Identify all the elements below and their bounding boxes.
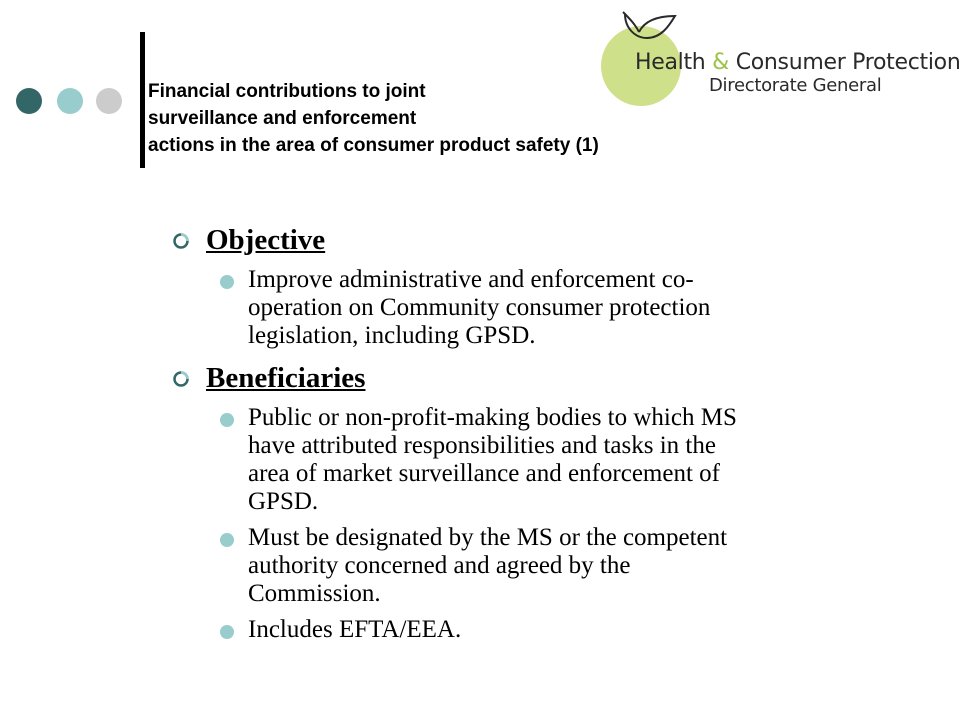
section-heading: Objective	[206, 224, 326, 256]
item-line: legislation, including GPSD.	[248, 322, 536, 349]
item-line: have attributed responsibilities and tasks in the	[248, 432, 716, 459]
bullet-dot-icon	[220, 413, 234, 427]
dark-dot	[16, 88, 42, 114]
item-line: Commission.	[248, 580, 381, 607]
grey-dot	[96, 88, 122, 114]
title-line: surveillance and enforcement	[148, 108, 417, 129]
logo-title	[635, 50, 960, 75]
slide-content	[172, 222, 892, 644]
teal-dot	[57, 88, 83, 114]
list-item	[220, 524, 892, 608]
title-divider	[140, 32, 145, 168]
ring-bullet-icon	[172, 232, 190, 250]
item-line: operation on Community consumer protection	[248, 294, 711, 321]
list-item	[220, 266, 892, 350]
list-item	[220, 616, 892, 644]
section-heading: Beneficiaries	[206, 362, 366, 394]
ring-bullet-icon	[172, 370, 190, 388]
item-line: Must be designated by the MS or the competent	[248, 524, 728, 551]
logo-title-part1: Health	[635, 50, 713, 75]
item-line: GPSD.	[248, 488, 319, 515]
logo-title-part2: Consumer Protection	[729, 50, 960, 75]
title-line: actions in the area of consumer product safety (1)	[148, 135, 599, 156]
slide-title	[148, 78, 828, 159]
bullet-dot-icon	[220, 533, 234, 547]
item-line: authority concerned and agreed by the	[248, 552, 631, 579]
logo-subtitle: Directorate General	[709, 75, 882, 96]
list-item	[220, 404, 892, 516]
item-line: Public or non-profit-making bodies to which MS	[248, 404, 737, 431]
bullet-dot-icon	[220, 625, 234, 639]
title-line: Financial contributions to joint	[148, 81, 426, 102]
section-objective	[172, 222, 892, 258]
bullet-dot-icon	[220, 275, 234, 289]
decorative-dots	[0, 0, 130, 130]
section-beneficiaries	[172, 360, 892, 396]
item-line: area of market surveillance and enforcement of	[248, 460, 720, 487]
item-line: Includes EFTA/EEA.	[248, 616, 462, 643]
item-line: Improve administrative and enforcement co-	[248, 266, 694, 293]
logo-ampersand: &	[712, 50, 729, 75]
